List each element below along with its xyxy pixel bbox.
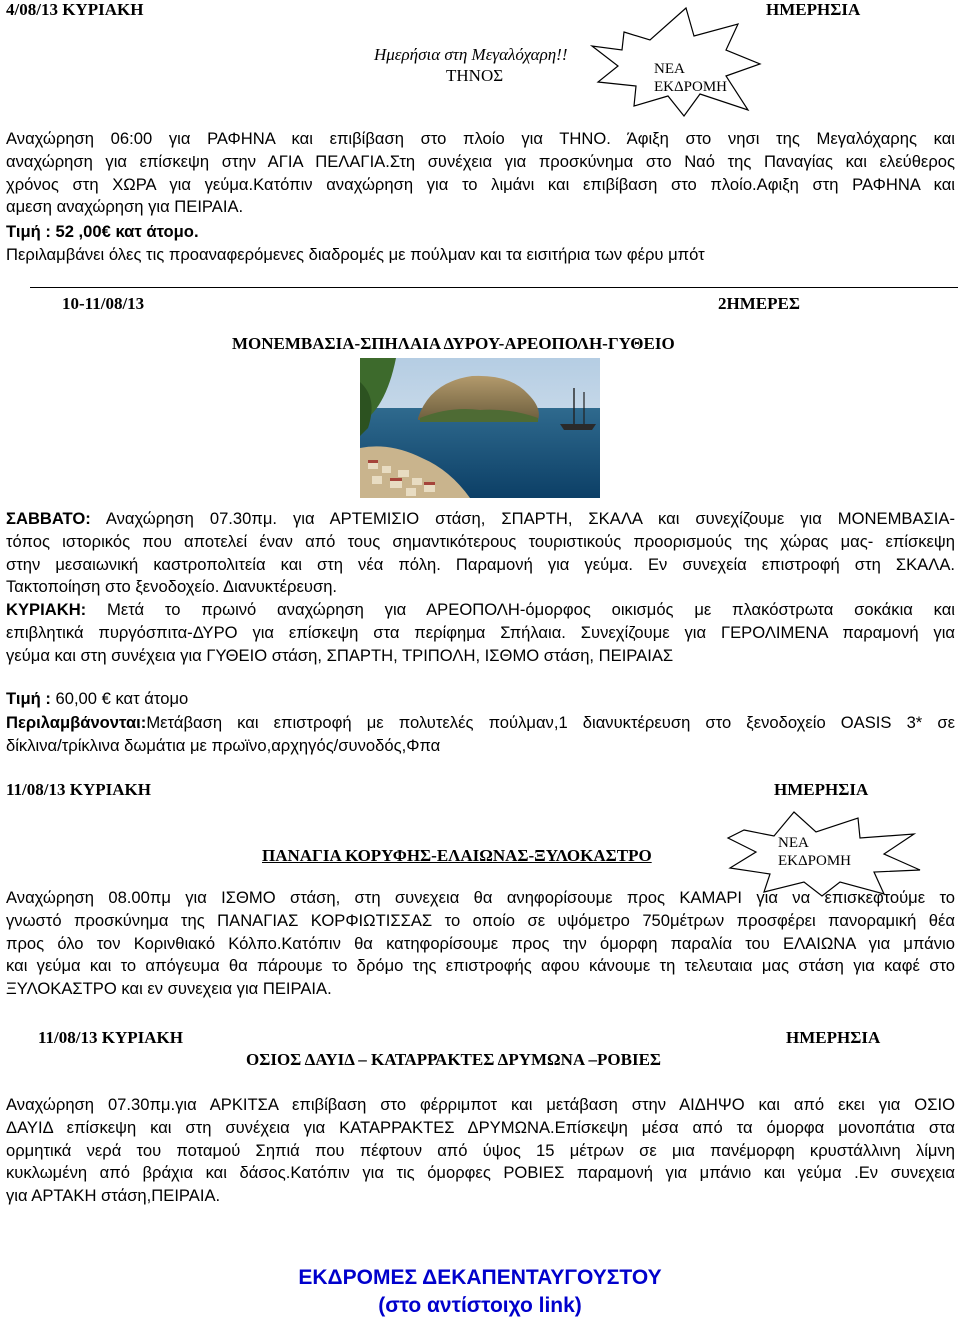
trip4-line: ορμητικά νερά του ποταμού Σηπιά που πέφτουν από ύψος 15 μέτρων σε μια πανέμορφη κρυστάλλινη λίμνη [6,1140,955,1160]
trip2-price [6,689,188,709]
trip2-line: Μετά το πρωινό αναχώρηση για ΑΡΕΟΠΟΛΗ-όμορφος οικισμός με πλακόστρωτα σοκάκια και [86,600,955,619]
trip4-line: κυκλωμένη από βράχια και δάσος.Κατόπιν για τις όμορφες ΡΟΒΙΕΣ παραμονή για μπάνιο και γεύμα .Εν συνεχεια [6,1163,955,1183]
trip1-includes: Περιλαμβάνει όλες τις προαναφερόμενες διαδρομές με πούλμαν και τα εισιτήρια των φέρυ μπότ [6,245,705,264]
trip1-date: 4/08/13 ΚΥΡΙΑΚΗ [6,0,144,19]
trip2-saturday [6,508,955,599]
trip4-date: 11/08/13 ΚΥΡΙΑΚΗ [38,1028,183,1047]
trip3-line: και γεύμα και το απόγευμα θα πάρουμε το δρόμο της επιστροφής αφου κάνουμε τη τελευταια μας στάση για καφέ στο [6,956,955,976]
sunday-label: ΚΥΡΙΑΚΗ: [6,600,87,619]
trip1-description [6,128,955,219]
trip2-line: γεύμα και στη συνέχεια για ΓΥΘΕΙΟ στάση, ΣΠΑΡΤΗ, ΤΡΙΠΟΛΗ, ΙΣΘΜΟ στάση, ΠΕΙΡΑΙΑΣ [6,645,674,665]
includes-label: Περιλαμβάνονται: [6,713,147,732]
trip2-title: ΜΟΝΕΜΒΑΣΙΑ-ΣΠΗΛΑΙΑ ΔΥΡΟΥ-ΑΡΕΟΠΟΛΗ-ΓΥΘΕΙΟ [232,334,675,353]
trip2-sunday [6,599,955,667]
trip3-type: ΗΜΕΡΗΣΙΑ [774,780,869,799]
trip1-type: ΗΜΕΡΗΣΙΑ [766,0,861,19]
monemvasia-photo [360,358,600,498]
trip3-line: ΞΥΛΟΚΑΣΤΡΟ και εν συνεχεια για ΠΕΙΡΑΙΑ. [6,979,332,999]
trip2-line: Μετάβαση και επιστροφή με πολυτελές πούλμαν,1 διανυκτέρευση στο ξενοδοχείο OASIS 3* σε [146,713,955,732]
trip2-line: στην μεσαιωνική καστροπολιτεία και στη νέα πόλη. Παραμονή για γεύμα. Εν συνεχεία επιστροφή στη ΣΚΑΛΑ. [6,554,955,574]
trip2-type: 2ΗΜΕΡΕΣ [718,294,800,313]
trip3-line: Αναχώρηση 08.00πμ για ΙΣΘΜΟ στάση, στη συνεχεια θα ανηφορίσουμε προς ΚΑΜΑΡΙ για να επισκεφτούμε το [6,888,955,907]
trip2-line: δίκλινα/τρίκλινα δωμάτια με πρωϊνο,αρχηγός/συνοδός,Φπα [6,735,441,755]
trip1-price: Τιμή : 52 ,00€ κατ άτομο. [6,222,199,241]
trip4-line: για ΑΡΤΑΚΗ στάση,ΠΕΙΡΑΙΑ. [6,1186,221,1206]
trip2-price-value: 60,00 € κατ άτομο [50,689,189,708]
trip3-date: 11/08/13 ΚΥΡΙΑΚΗ [6,780,151,799]
trip3-badge-line1: ΝΕΑ [778,835,809,851]
trip4-title: ΟΣΙΟΣ ΔΑΥΙΔ – ΚΑΤΑΡΡΑΚΤΕΣ ΔΡΥΜΩΝΑ –ΡΟΒΙΕΣ [246,1050,662,1069]
trip2-date: 10-11/08/13 [62,294,145,313]
trip1-line: αμεση αναχώρηση για ΠΕΙΡΑΙΑ. [6,197,244,217]
trip3-line: προς όλο τον Κορινθιακό Κόλπο.Κατόπιν θα κατηφορίσουμε προς την όμορφη παραλία του ΕΛΑΙΩΝΑ για μπάνιο [6,933,955,953]
trip1-title: ΤΗΝΟΣ [446,66,504,85]
trip1-badge-line1: ΝΕΑ [654,61,685,77]
trip1-subtitle: Ημερήσια στη Μεγαλόχαρη!! [374,45,568,64]
trip4-type: ΗΜΕΡΗΣΙΑ [786,1028,881,1047]
saturday-label: ΣΑΒΒΑΤΟ: [6,509,91,528]
section-divider [30,287,958,288]
trip3-description [6,887,955,1001]
trip4-description [6,1094,955,1208]
trip3-title: ΠΑΝΑΓΙΑ ΚΟΡΥΦΗΣ-ΕΛΑΙΩΝΑΣ-ΞΥΛΟΚΑΣΤΡΟ [262,846,652,865]
trip1-line: αναχώρηση για επίσκεψη στην ΑΓΙΑ ΠΕΛΑΓΙΑ.Στη συνέχεια για προσκύνημα στο Ναό της Παναγίας και ελεύθερος [6,151,955,171]
trip2-line: επιβλητικά πυργόσπιτα-ΔΥΡΟ για επίσκεψη στα περίφημα Σπήλαια. Συνεχίζουμε για ΓΕΡΟΛΙΜΕΝΑ παραμονή για [6,622,955,642]
trip2-line: Τακτοποίηση στο ξενοδοχείο. Διανυκτέρευση. [6,577,338,597]
trip2-includes [6,712,955,758]
trip4-line: Αναχώρηση 07.30πμ.για ΑΡΚΙΤΣΑ επιβίβαση στο φέρριμποτ και μετάβαση στην ΑΙΔΗΨΟ και από εκει για ΟΣΙΟ [6,1095,955,1114]
august-trips-link-note[interactable]: (στο αντίστοιχο link) [378,1294,582,1317]
trip1-line: Αναχώρηση 06:00 για ΡΑΦΗΝΑ και επιβίβαση στο πλοίο για ΤΗΝΟ. Άφιξη στο νησι της Μεγαλόχαρης και [6,129,955,148]
trip2-line: τόπος ιστορικός που αποτελεί έναν από τους σημαντικότερους τουριστικούς προορισμούς της χώρας μας- επίσκεψη [6,531,955,551]
trip4-line: ΔΑΥΙΔ επίσκεψη και στη συνέχεια για ΚΑΤΑΡΡΑΚΤΕΣ ΔΡΥΜΩΝΑ.Επίσκεψη μέσα από τα όμορφα μονοπάτια στα [6,1117,955,1137]
trip3-line: γνωστό προσκύνημα της ΠΑΝΑΓΙΑΣ ΚΟΡΦΙΩΤΙΣΣΑΣ το οποίο σε υψόμετρο 750μέτρων προσφέρει πανοραμική θέα [6,910,955,930]
trip1-line: χρόνος στη ΧΩΡΑ για γεύμα.Κατόπιν αναχώρηση για το λιμάνι και επιβίβαση στο πλοίο.Αφιξη στη ΡΑΦΗΝΑ και [6,174,955,194]
trip2-price-label: Τιμή : [6,689,51,708]
trip3-badge-line2: ΕΚΔΡΟΜΗ [778,853,851,869]
august-trips-link[interactable]: ΕΚΔΡΟΜΕΣ ΔΕΚΑΠΕΝΤΑΥΓΟΥΣΤΟΥ [298,1266,662,1289]
trip2-line: Αναχώρηση 07.30πμ. για ΑΡΤΕΜΙΣΙΟ στάση, ΣΠΑΡΤΗ, ΣΚΑΛΑ και συνεχίζουμε για ΜΟΝΕΜΒΑΣΙΑ- [90,509,955,528]
trip1-badge-line2: ΕΚΔΡΟΜΗ [654,79,727,95]
